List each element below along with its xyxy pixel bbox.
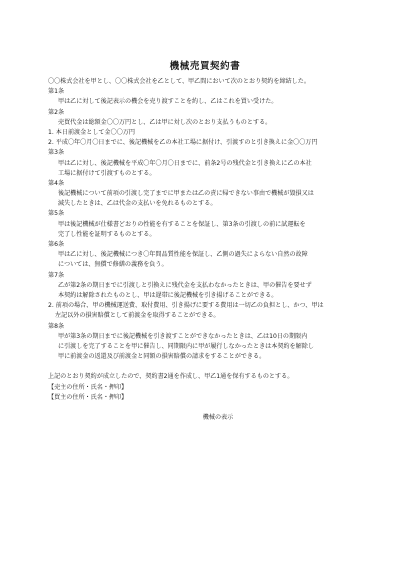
- contract-line: 第4条: [48, 179, 65, 187]
- contract-line: に引渡しを完了することを甲に催告し、同期限内に甲が履行しなかったときは本契約を解除し: [58, 342, 314, 350]
- contract-line: 第5条: [48, 210, 65, 218]
- contract-line: 甲は乙に対して後記表示の機会を売り渡すことを約し、乙はこれを買い受けた。: [58, 98, 278, 106]
- contract-line: 【買主の住所・氏名・押印】: [48, 393, 128, 401]
- contract-line: 【売主の住所・氏名・押印】: [48, 383, 128, 391]
- contract-line: 甲は乙に対し、後記機械につき〇年間品質性能を保証し、乙側の過失によらない自然の故障: [58, 251, 308, 259]
- contract-line: 2. 平成〇年〇月〇日までに、後記機械を乙の本社工場に据付け、引渡すのと引き換えに金〇〇万円: [48, 139, 318, 147]
- contract-line: 第2条: [48, 108, 65, 116]
- contract-line: 売買代金は総額金〇〇万円とし、乙は甲に対し次のとおり支払うものとする。: [58, 118, 272, 126]
- contract-line: 2. 前項の場合、甲の機械運送費、取付費用、引き揚げに要する費用は一切乙の負担とし、かつ、甲は: [48, 302, 324, 310]
- contract-line: 工場に据付けて引渡すものとする。: [58, 169, 156, 177]
- contract-line: 第1条: [48, 88, 65, 96]
- blank-line: [48, 403, 388, 413]
- document-title: 機械売買契約書: [169, 61, 241, 72]
- contract-line: 本契約は解除されたものとし、甲は遅帯に後記機械を引き揚げることができる。: [58, 291, 278, 299]
- contract-line: 〇〇株式会社を甲とし、〇〇株式会社を乙として、甲乙間において次のとおり契約を締結した。: [48, 78, 310, 85]
- contract-line: 減失したときは、乙は代金の支払いを免れるものとする。: [58, 200, 217, 208]
- contract-line: 1. 本日前渡金として金〇〇万円: [48, 128, 135, 136]
- contract-line: 第8条: [48, 322, 65, 330]
- contract-line: 第7条: [48, 271, 65, 279]
- contract-body: [48, 77, 388, 423]
- contract-line: 機械の表示: [202, 414, 234, 422]
- contract-line: 第3条: [48, 149, 65, 157]
- contract-line: 甲は後記機械が仕様書どおりの性能を有することを保証し、第3条の引渡しの前に試運転を: [58, 220, 306, 228]
- contract-line: 上記のとおり契約が成立したので、契約書2通を作成し、甲乙1通を保有するものとする。: [48, 373, 294, 381]
- contract-line: 左記以外の損害賠償として前渡金を取得することができる。: [55, 312, 220, 320]
- contract-line: 後記機械について前項の引渡し完了までに甲または乙の責に帰できない事由で機械が毀損又は: [58, 190, 314, 198]
- contract-line: 完了し性能を証明するものとする。: [58, 230, 156, 238]
- contract-line: 第6条: [48, 241, 65, 248]
- contract-line: 甲は乙に対し、後記機械を平成〇年〇月〇日までに、前条2号の残代金と引き換えに乙の本社: [58, 159, 312, 167]
- contract-line: については、無償で修繕の義務を負う。: [58, 261, 168, 269]
- contract-line: 甲が第3条の期日までに後記機械を引き渡すことができなかったときは、乙は10日の期限内: [58, 332, 308, 340]
- contract-line: 甲に前渡金の返還及び前渡金と同額の損害賠償の請求をすることができる。: [58, 353, 266, 361]
- blank-line: [48, 362, 388, 372]
- contract-line: 乙が第2条の期日までに引渡しと引換えに残代金を支払わなかったときは、甲の催告を要せず: [58, 281, 312, 289]
